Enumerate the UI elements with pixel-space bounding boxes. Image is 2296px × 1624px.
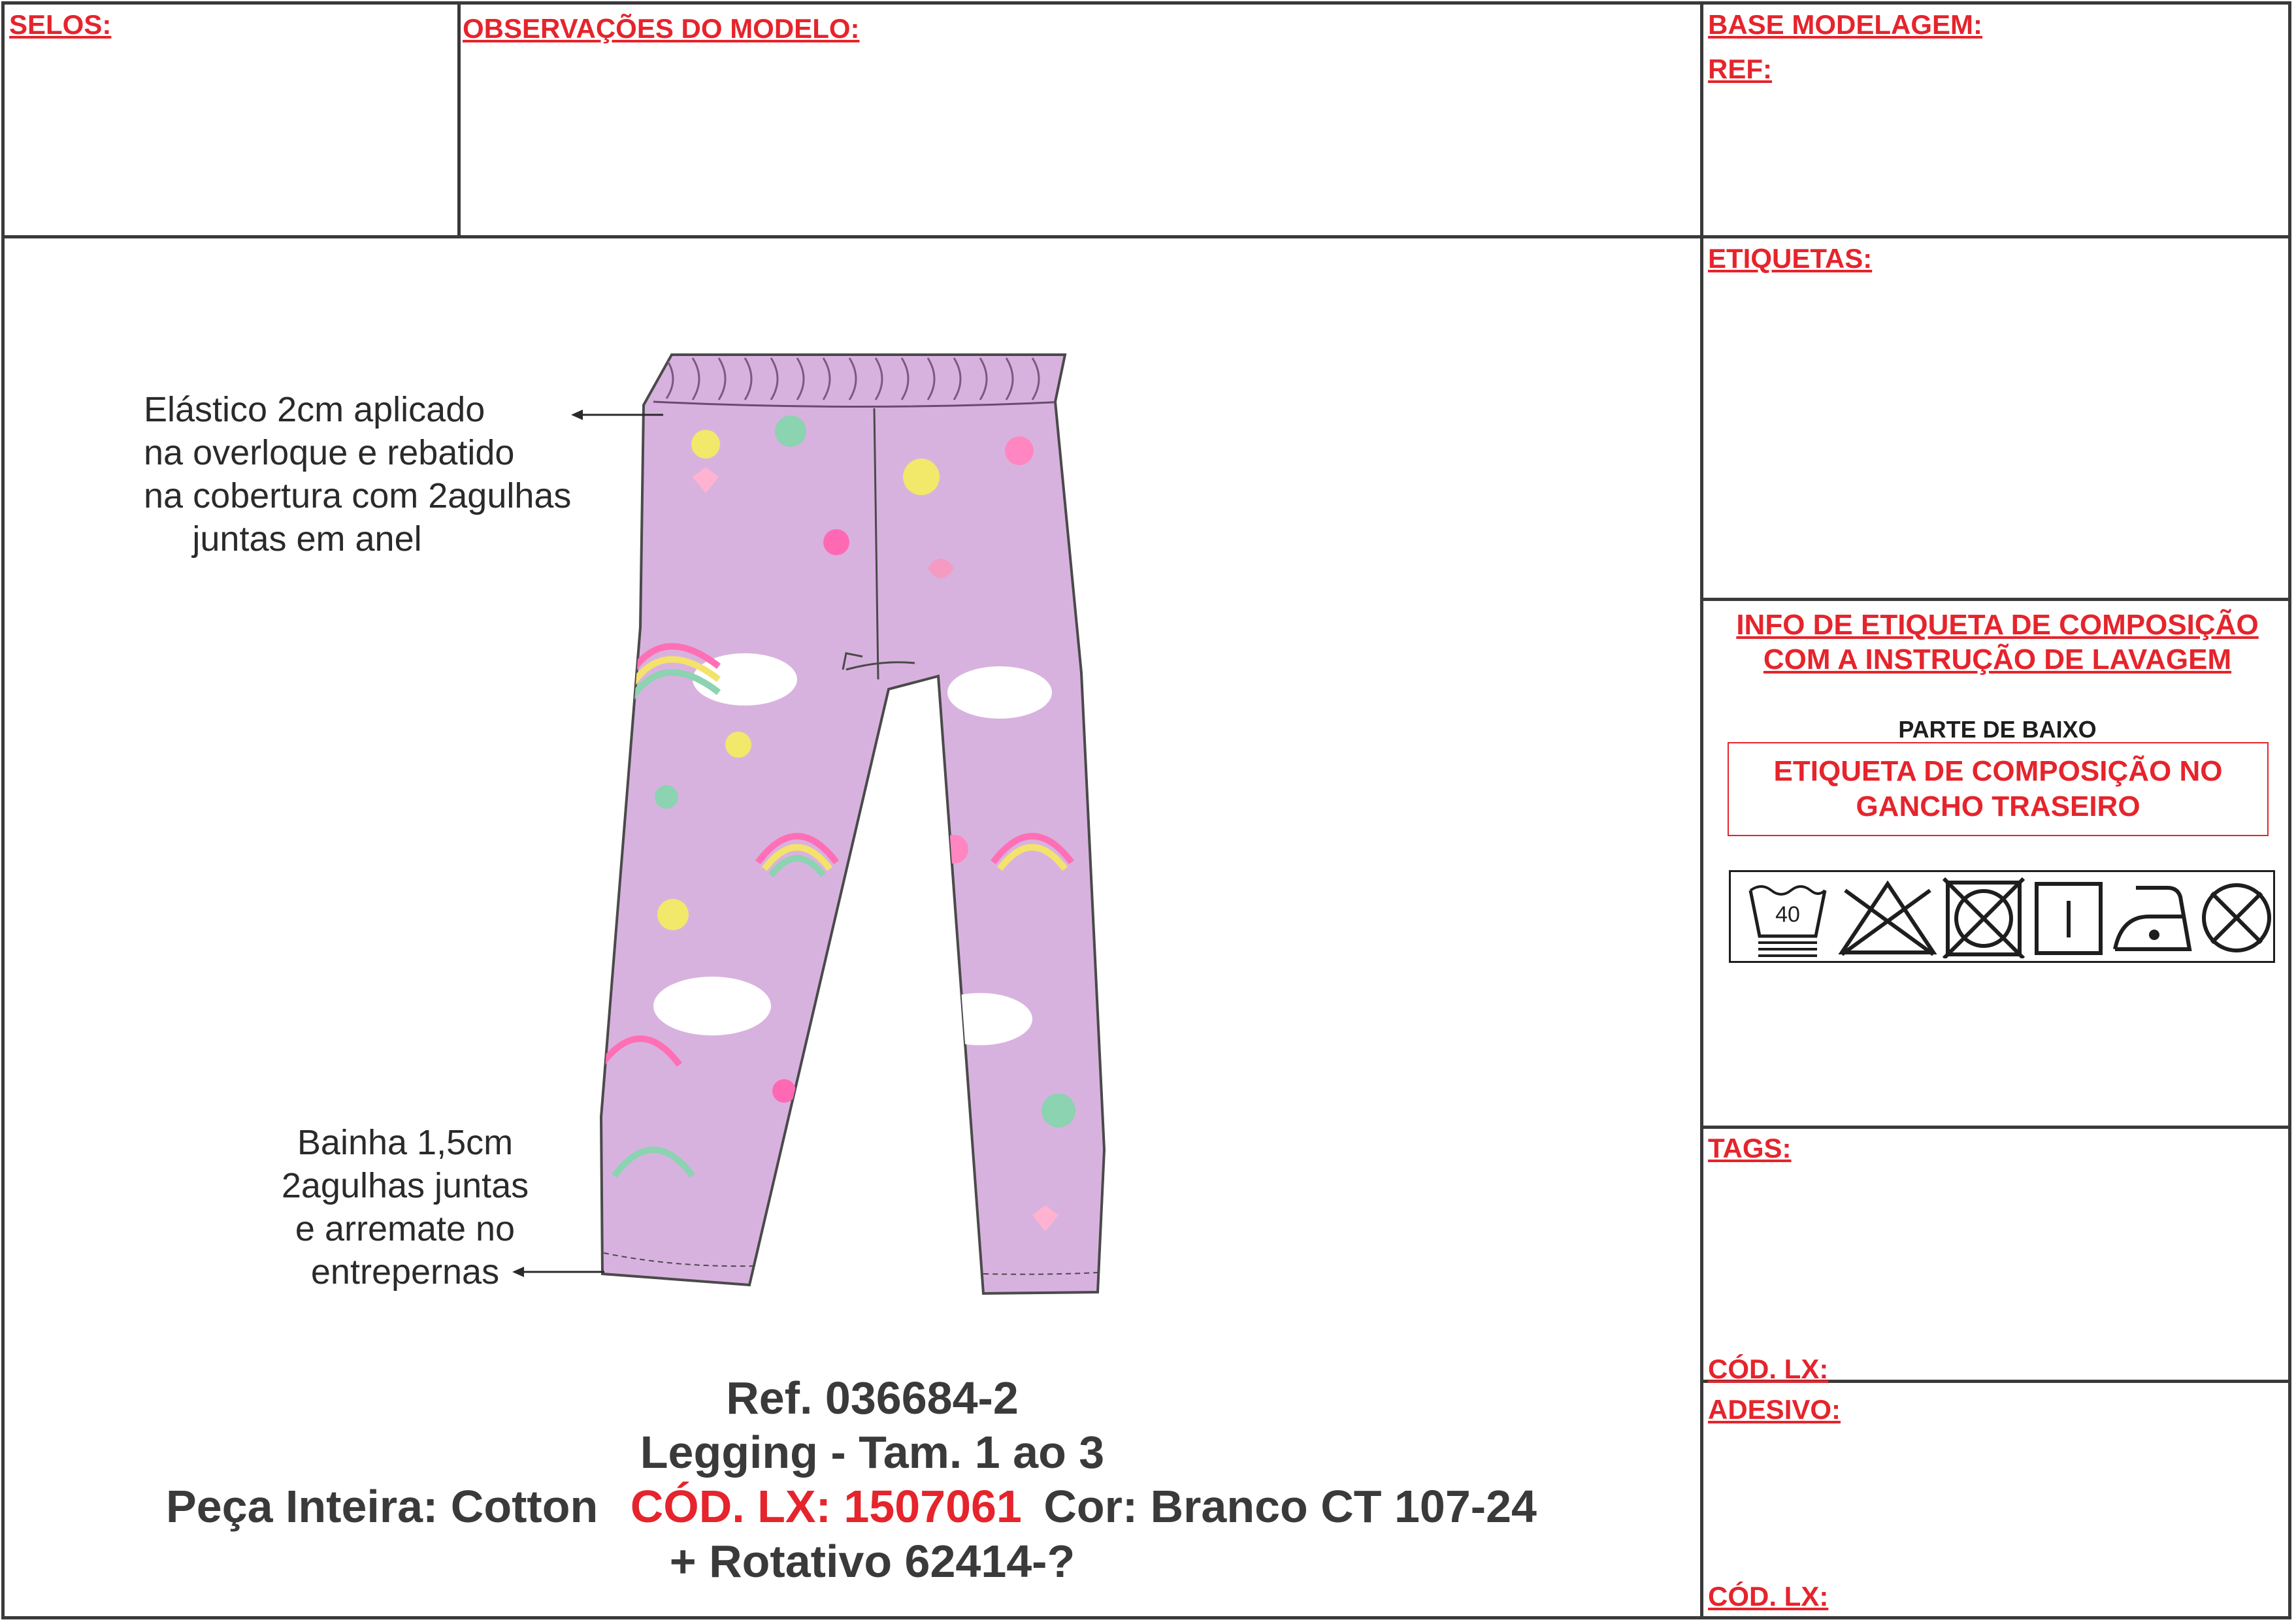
elastic-note-line1: Elástico 2cm aplicado [144,390,485,429]
care-symbols-box [1729,870,2275,963]
tags-label: TAGS: [1708,1133,1792,1163]
legging-illustration [588,340,1143,1307]
cod-lx-tags-label: CÓD. LX: [1708,1354,1829,1384]
wash-40-icon [1745,877,1830,958]
no-tumble-dry-icon [1941,877,2026,958]
caption-cod-lx: CÓD. LX: 1507061 [630,1481,1022,1532]
caption-fabric [0,1480,1703,1533]
elastic-note [144,388,572,560]
divider-selos [457,1,461,236]
hem-note-line3: e arremate no [295,1209,516,1248]
divider-top-row [1,235,2291,238]
composition-label-box [1728,742,2269,836]
no-bleach-icon [1835,877,1940,958]
cod-lx-adesivo-label: CÓD. LX: [1708,1581,1829,1612]
ref-label: REF: [1708,54,1772,84]
no-dry-clean-icon [2197,877,2276,958]
elastic-note-line3: na cobertura com 2agulhas [144,476,572,515]
elastic-note-line2: na overloque e rebatido [144,433,515,472]
composition-label-line2: GANCHO TRASEIRO [1856,790,2140,822]
caption-rotativo: + Rotativo 62414-? [669,1536,1075,1587]
elastic-note-line4: juntas em anel [192,519,422,559]
etiquetas-label: ETIQUETAS: [1708,243,1873,274]
iron-low-icon [2110,877,2195,958]
parte-de-baixo-label: PARTE DE BAIXO [1898,716,2097,743]
line-dry-icon [2033,877,2105,958]
caption-product: Legging - Tam. 1 ao 3 [640,1427,1105,1478]
divider-tags [1700,1126,2291,1129]
divider-etiquetas [1700,598,2291,601]
caption-fabric-prefix: Peça Inteira: Cotton [166,1481,599,1532]
base-modelagem-label: BASE MODELAGEM: [1708,9,1982,40]
observacoes-label: OBSERVAÇÕES DO MODELO: [463,13,860,44]
composition-label-line1: ETIQUETA DE COMPOSIÇÃO NO [1773,755,2223,787]
hem-note-line4: entrepernas [310,1252,500,1291]
selos-label: SELOS: [9,9,112,40]
hem-arrow [510,1262,608,1282]
hem-note-line2: 2agulhas juntas [281,1166,529,1205]
adesivo-label: ADESIVO: [1708,1394,1841,1425]
caption-color: Cor: Branco CT 107-24 [1043,1481,1537,1532]
elastic-arrow [568,405,666,425]
info-title-line2: COM A INSTRUÇÃO DE LAVAGEM [1763,643,2232,675]
caption-ref: Ref. 036684-2 [726,1372,1019,1423]
hem-note-line1: Bainha 1,5cm [297,1123,514,1162]
info-title-line1: INFO DE ETIQUETA DE COMPOSIÇÃO [1736,609,2259,641]
wash-temp-text: 40 [1775,902,1800,927]
